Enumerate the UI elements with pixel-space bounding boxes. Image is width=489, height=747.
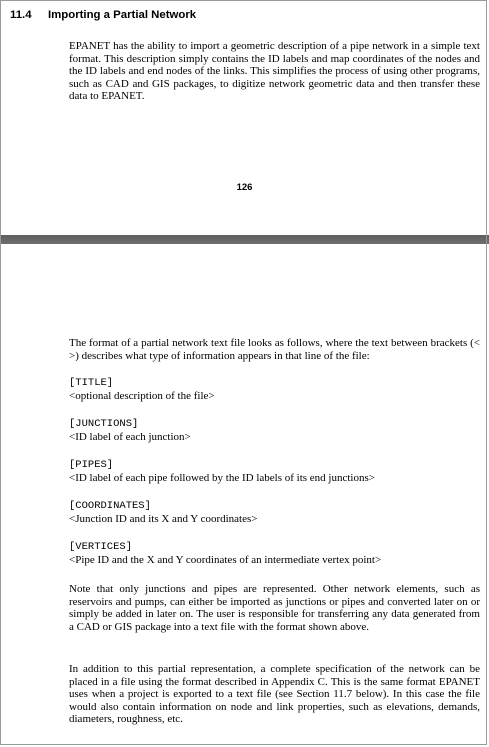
section-title: Importing a Partial Network	[48, 9, 197, 21]
section-description: <Junction ID and its X and Y coordinates>	[69, 512, 258, 525]
section-tag: [VERTICES]	[69, 541, 133, 553]
section-tag: [COORDINATES]	[69, 500, 151, 512]
addition-paragraph: In addition to this partial representation, a complete specification of the network can be placed in a file using the format described in Appendix C. This is the same format EPANET uses when a project is exported to a text file (see Section 11.7 below). In this case the file would also contain information on node and link properties, such as elevations, demands, diameters, roughness, etc.	[69, 663, 480, 726]
section-description: <optional description of the file>	[69, 389, 215, 402]
section-description: <ID label of each pipe followed by the ID labels of its end junctions>	[69, 471, 375, 484]
section-number: 11.4	[10, 9, 32, 21]
section-tag: [JUNCTIONS]	[69, 418, 139, 430]
section-description: <ID label of each junction>	[69, 430, 191, 443]
section-tag: [TITLE]	[69, 377, 114, 389]
page-number: 126	[236, 182, 253, 193]
section-description: <Pipe ID and the X and Y coordinates of an intermediate vertex point>	[69, 553, 382, 566]
note-paragraph: Note that only junctions and pipes are represented. Other network elements, such as reservoirs and pumps, can either be imported as junctions or pipes and converted later on or simply be added in later on. The user is responsible for transferring any data generated from a CAD or GIS package into a text file with the format shown above.	[69, 583, 480, 633]
intro-paragraph: EPANET has the ability to import a geometric description of a pipe network in a simple text format. This description simply contains the ID labels and map coordinates of the nodes and the ID labels and end nodes of the links. This simplifies the process of using other programs, such as CAD and GIS packages, to digitize network geometric data and then transfer these data to EPANET.	[69, 40, 480, 103]
format-intro-paragraph: The format of a partial network text file looks as follows, where the text between brackets (< >) describes what type of information appears in that line of the file:	[69, 337, 480, 362]
section-tag: [PIPES]	[69, 459, 114, 471]
